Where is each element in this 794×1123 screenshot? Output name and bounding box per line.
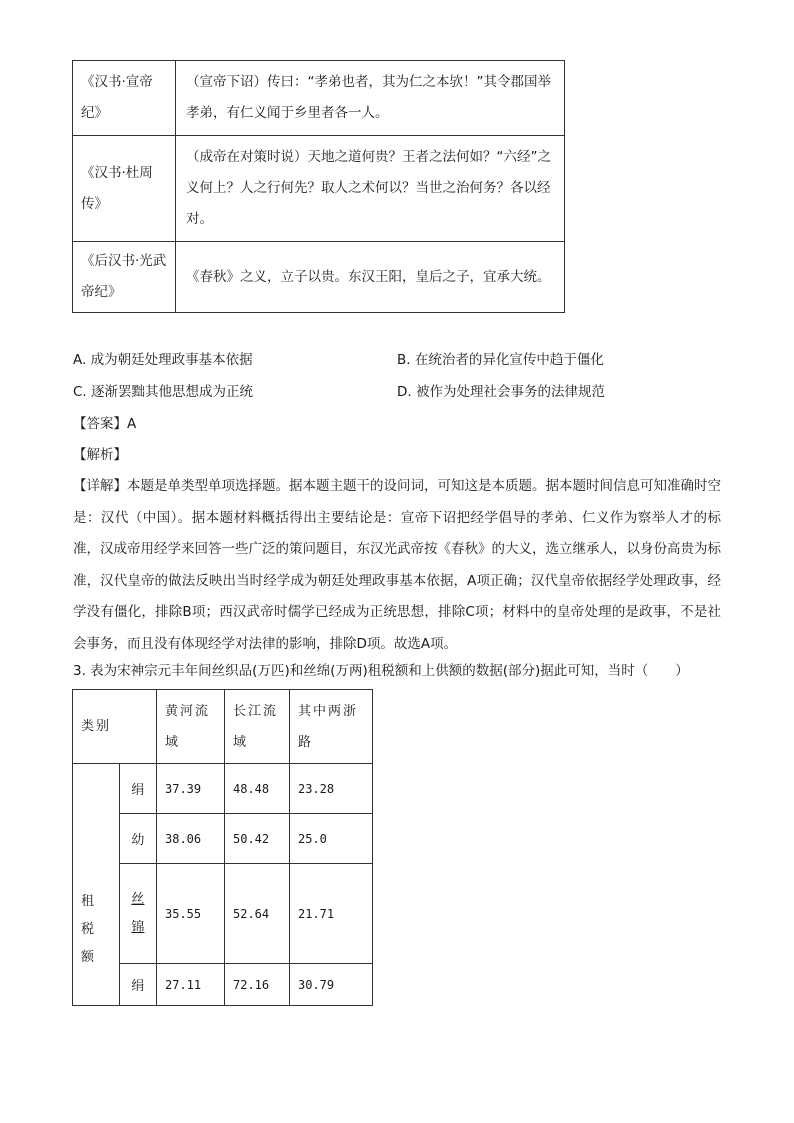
source-text: 《春秋》之义，立子以贵。东汉王阳，皇后之子，宜承大统。 [176,242,565,313]
row-item-text: 丝锦 [131,891,145,935]
cell-yellow-river: 35.55 [157,864,225,964]
answer-label: 【答案】 [73,416,127,432]
source-text: （成帝在对策时说）天地之道何贵？王者之法何如？“六经”之义何上？人之行何先？取人之术何以？当世之治何务？各以经对。 [176,136,565,242]
cell-yangtze: 72.16 [225,964,290,1006]
table-row [73,61,565,136]
sources-table [72,60,565,313]
cell-yangtze [225,764,290,814]
header-yangtze: 长江流域 [225,690,290,764]
source-book: 《汉书·宣帝纪》 [73,61,176,136]
row-item: 绢 [119,964,156,1006]
question-3: 3. 表为宋神宗元丰年间丝织品(万匹)和丝绵(万两)租税额和上供额的数据(部分)据此可知，当时（ ） [73,663,689,679]
cell-liangzhe: 25.0 [290,814,373,864]
table-row [73,136,565,242]
row-item: 幼 [119,814,156,864]
option-c: C. 逐渐罢黜其他思想成为正统 [73,384,254,400]
table-row [73,242,565,313]
source-text: （宣帝下诏）传曰：“孝弟也者，其为仁之本欤！”其令郡国举孝弟，有仁义闻于乡里者各一人。 [176,61,565,136]
answer-value: A [127,416,137,432]
source-book: 《汉书·杜周传》 [73,136,176,242]
cell-yellow-river: 27.11 [157,964,225,1006]
data-table [72,689,373,1006]
cell-yangtze: 50.42 [225,814,290,864]
cell-yangtze: 52.64 [225,864,290,964]
group-label [73,764,120,1006]
analysis-label: 【解析】 [73,447,127,463]
table-row [73,764,373,814]
cell-yangtze-value: 48.48 [233,781,270,796]
cell-liangzhe-value: 23.28 [298,781,335,796]
group-label-text: 租税额 [81,893,101,965]
option-d: D. 被作为处理社会事务的法律规范 [397,384,605,400]
detail-paragraph: 【详解】本题是单类型单项选择题。据本题主题干的设问词，可知这是本质题。据本题时间信息可知准确时空是：汉代（中国）。据本题材料概括得出主要结论是：宣帝下诏把经学倡导的孝弟、仁义作为察举人才的标准，汉成帝用经学来回答一些广泛的策问题目，东汉光武帝按《春秋》的大义，选立继承人，以身份高贵为标准，汉代皇帝的做法反映出当时经学成为朝廷处理政事基本依据，A项正确；汉代皇帝依据经学处理政事，经学没有僵化，排除B项；西汉武帝时儒学已经成为正统思想，排除C项；材料中的皇帝处理的是政事，不是社会事务，而且没有体现经学对法律的影响，排除D项。故选A项。 [73,478,721,652]
cell-liangzhe: 21.71 [290,864,373,964]
cell-yellow-river: 37.39 [157,764,225,814]
row-item: 绢 [119,764,156,814]
row-item [119,864,156,964]
option-b: B. 在统治者的异化宣传中趋于僵化 [397,352,604,368]
cell-liangzhe: 30.79 [290,964,373,1006]
answer-line [73,412,136,432]
header-yellow-river: 黄河流域 [157,690,225,764]
table-header-row [73,690,373,764]
header-liangzhe: 其中两浙路 [290,690,373,764]
cell-liangzhe [290,764,373,814]
header-category: 类别 [73,690,157,764]
source-book: 《后汉书·光武帝纪》 [73,242,176,313]
cell-yellow-river: 38.06 [157,814,225,864]
option-a: A. 成为朝廷处理政事基本依据 [73,352,253,368]
